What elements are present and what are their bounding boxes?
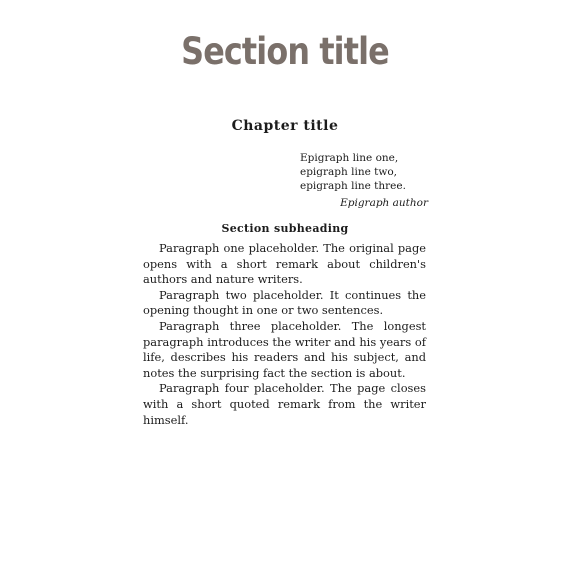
body-text: [143, 241, 426, 428]
epigraph-line: epigraph line three.: [300, 180, 406, 192]
paragraph: Paragraph four placeholder. The page closes with a short quoted remark from the writer himself.: [143, 381, 426, 427]
epigraph-line: epigraph line two,: [300, 166, 398, 178]
epigraph-line: Epigraph line one,: [300, 152, 399, 164]
section-subtitle: Section subheading: [221, 222, 349, 235]
chapter-title: Chapter title: [231, 118, 339, 134]
paragraph: Paragraph one placeholder. The original page opens with a short remark about children's authors and nature writers.: [143, 241, 426, 287]
page-title: Section title: [181, 30, 389, 73]
epigraph: [300, 151, 500, 210]
paragraph: Paragraph two placeholder. It continues the opening thought in one or two sentences.: [143, 287, 426, 318]
epigraph-author: Epigraph author: [340, 197, 428, 209]
paragraph: Paragraph three placeholder. The longest paragraph introduces the writer and his years of life, describes his readers and his subject, and notes the surprising fact the section is about.: [143, 318, 426, 380]
